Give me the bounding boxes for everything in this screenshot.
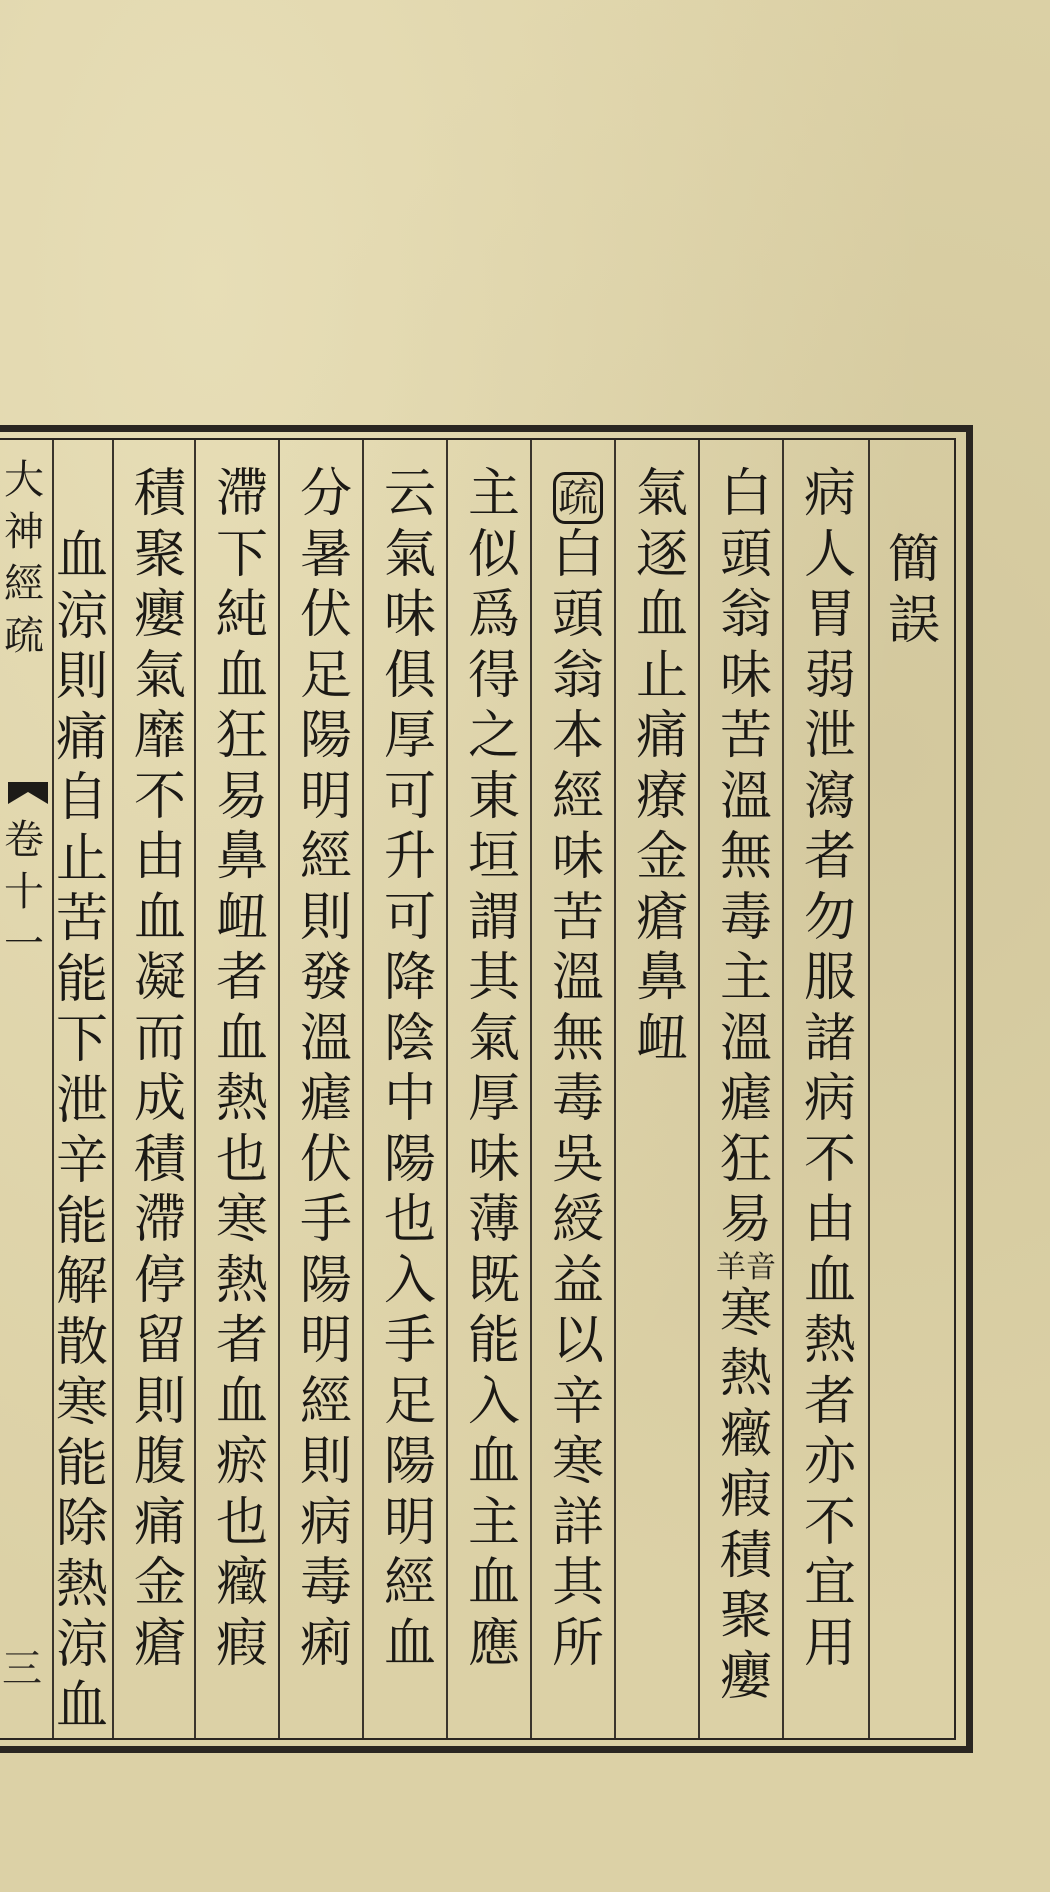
- character: 靡: [133, 706, 186, 766]
- character: 泄: [55, 1070, 108, 1131]
- character: 陰: [383, 1008, 436, 1069]
- fishtail-mark-icon: [8, 782, 48, 804]
- character: 亦: [803, 1432, 856, 1492]
- character: 血: [55, 526, 108, 586]
- character: 得: [467, 645, 520, 706]
- character: 翁: [551, 645, 604, 706]
- character: 病: [803, 464, 856, 524]
- character: 停: [133, 1250, 186, 1311]
- character: 明: [383, 1492, 436, 1553]
- character: 足: [383, 1371, 436, 1432]
- character: 者: [803, 1371, 856, 1432]
- character: 痛: [55, 707, 108, 768]
- character: 也: [383, 1190, 436, 1250]
- character: 白: [719, 464, 772, 524]
- character: 涼: [55, 586, 108, 647]
- character: 留: [133, 1311, 186, 1371]
- character: 頭: [551, 585, 604, 645]
- character: 足: [299, 645, 352, 706]
- character: 血: [55, 1675, 108, 1736]
- character: 由: [133, 827, 186, 887]
- character: 能: [55, 1433, 108, 1494]
- character: 寒: [719, 1283, 772, 1344]
- character: 易: [719, 1190, 772, 1250]
- text-column-6: [462, 464, 526, 1674]
- character: 熱: [803, 1311, 856, 1371]
- character: 辛: [551, 1371, 604, 1432]
- character: 則: [133, 1371, 186, 1432]
- character: 熱: [719, 1344, 772, 1404]
- character: 血: [133, 887, 186, 948]
- character: 血: [635, 585, 688, 645]
- character: 瘕: [719, 1465, 772, 1525]
- character: 狂: [719, 1129, 772, 1190]
- character: 易: [215, 766, 268, 827]
- character: 頭: [719, 524, 772, 585]
- character: 苦: [55, 889, 108, 949]
- character: 可: [383, 766, 436, 827]
- character: 熱: [215, 1250, 268, 1311]
- page-margin-header: [0, 448, 50, 1738]
- note-character: 羊: [716, 1249, 746, 1285]
- character: 云: [383, 464, 436, 524]
- text-column-1: [882, 530, 946, 651]
- character: 主: [467, 1492, 520, 1553]
- character: 痢: [299, 1613, 352, 1674]
- character: 宜: [803, 1553, 856, 1613]
- text-column-2: [798, 464, 862, 1674]
- character: 鼻: [215, 827, 268, 887]
- character: 溫: [551, 948, 604, 1008]
- character: 則: [55, 647, 108, 707]
- character: 瘡: [635, 887, 688, 948]
- character: 之: [467, 706, 520, 766]
- character: 療: [635, 766, 688, 827]
- character: 發: [299, 948, 352, 1008]
- character: 寒: [55, 1373, 108, 1433]
- character: 寒: [215, 1190, 268, 1250]
- character: 癥: [215, 1553, 268, 1613]
- character: 瘧: [299, 1069, 352, 1129]
- character: 涼: [55, 1615, 108, 1675]
- character: 味: [383, 585, 436, 645]
- character: 瘧: [719, 1069, 772, 1129]
- character: 者: [215, 1311, 268, 1371]
- character: 癭: [719, 1646, 772, 1707]
- character: 毒: [551, 1069, 604, 1129]
- character: 入: [383, 1250, 436, 1311]
- character: 謂: [467, 887, 520, 948]
- text-column-10: [128, 464, 192, 1674]
- character: 氣: [383, 524, 436, 585]
- character: 血: [803, 1250, 856, 1311]
- book-title: 大 神 經 疏: [4, 457, 44, 659]
- character: 益: [551, 1250, 604, 1311]
- character: 吳: [551, 1129, 604, 1190]
- character: 入: [467, 1371, 520, 1432]
- character: 血: [383, 1613, 436, 1674]
- text-column-8: [294, 464, 358, 1674]
- character: 病: [803, 1069, 856, 1129]
- character: 積: [719, 1525, 772, 1586]
- character: 味: [719, 645, 772, 706]
- character: 氣: [467, 1008, 520, 1069]
- character: 寒: [551, 1432, 604, 1492]
- character: 薄: [467, 1190, 520, 1250]
- character: 熱: [215, 1069, 268, 1129]
- character: 由: [803, 1190, 856, 1250]
- text-column-4: [630, 464, 694, 1069]
- character: 陽: [299, 706, 352, 766]
- character: 翁: [719, 585, 772, 645]
- character: 溫: [299, 1008, 352, 1069]
- column-rule: [698, 440, 700, 1738]
- character: 經: [299, 1371, 352, 1432]
- commentary-marker-label: 疏: [553, 472, 603, 524]
- character: 溫: [719, 1008, 772, 1069]
- character: 而: [133, 1008, 186, 1069]
- character: 弱: [803, 645, 856, 706]
- character: 癭: [133, 585, 186, 645]
- character: 暑: [299, 524, 352, 585]
- character: 苦: [551, 887, 604, 948]
- character: 毒: [719, 887, 772, 948]
- character: 苦: [719, 706, 772, 766]
- character: 不: [803, 1492, 856, 1553]
- character: 垣: [467, 827, 520, 887]
- character: 所: [551, 1613, 604, 1674]
- character: 以: [551, 1311, 604, 1371]
- character: 氣: [133, 645, 186, 706]
- character: 主: [467, 464, 520, 524]
- character: 血: [215, 645, 268, 706]
- character: 氣: [635, 464, 688, 524]
- character: 人: [803, 524, 856, 585]
- character: 白: [551, 524, 604, 585]
- column-rule: [868, 440, 870, 1738]
- character: 積: [133, 1129, 186, 1190]
- character: 泄: [803, 706, 856, 766]
- character: 中: [383, 1069, 436, 1129]
- character: 衄: [635, 1008, 688, 1069]
- column-rule: [278, 440, 280, 1738]
- character: 簡: [887, 530, 940, 590]
- character: 陽: [383, 1432, 436, 1492]
- column-rule: [530, 440, 532, 1738]
- character: 止: [635, 645, 688, 706]
- text-column-3: [714, 464, 778, 1707]
- character: 分: [299, 464, 352, 524]
- character: 綬: [551, 1190, 604, 1250]
- character: 無: [719, 827, 772, 887]
- character: 勿: [803, 887, 856, 948]
- character: 服: [803, 948, 856, 1008]
- character: 成: [133, 1069, 186, 1129]
- character: 則: [299, 887, 352, 948]
- character: 狂: [215, 706, 268, 766]
- character: 無: [551, 1008, 604, 1069]
- character: 不: [803, 1129, 856, 1190]
- column-rule: [782, 440, 784, 1738]
- page-number: 三: [2, 1646, 42, 1692]
- character: 本: [551, 706, 604, 766]
- volume-label: 卷 十 一: [4, 817, 44, 967]
- character: 其: [551, 1553, 604, 1613]
- character: 似: [467, 524, 520, 585]
- character: 腹: [133, 1432, 186, 1492]
- character: 也: [215, 1492, 268, 1553]
- character: 痛: [635, 706, 688, 766]
- character: 血: [215, 1008, 268, 1069]
- character: 胃: [803, 585, 856, 645]
- column-rule: [194, 440, 196, 1738]
- character: 能: [467, 1311, 520, 1371]
- character: 伏: [299, 585, 352, 645]
- character: 升: [383, 827, 436, 887]
- character: 者: [215, 948, 268, 1008]
- character: 逐: [635, 524, 688, 585]
- character: 瀉: [803, 766, 856, 827]
- text-column-5: [546, 464, 610, 1674]
- character: 手: [383, 1311, 436, 1371]
- text-column-7: [378, 464, 442, 1674]
- character: 能: [55, 949, 108, 1010]
- column-rule: [614, 440, 616, 1738]
- character: 能: [55, 1191, 108, 1252]
- character: 經: [551, 766, 604, 827]
- character: 俱: [383, 645, 436, 706]
- character: 除: [55, 1494, 108, 1554]
- character: 厚: [467, 1069, 520, 1129]
- character: 陽: [383, 1129, 436, 1190]
- character: 癥: [719, 1404, 772, 1465]
- character: 瘀: [215, 1432, 268, 1492]
- character: 明: [299, 766, 352, 827]
- character: 厚: [383, 706, 436, 766]
- character: 誤: [887, 590, 940, 651]
- character: 衄: [215, 887, 268, 948]
- character: 諸: [803, 1008, 856, 1069]
- character: 痛: [133, 1492, 186, 1553]
- text-column-9: [210, 464, 274, 1674]
- character: 下: [55, 1010, 108, 1070]
- character: 血: [215, 1371, 268, 1432]
- character: 經: [383, 1553, 436, 1613]
- character: 明: [299, 1311, 352, 1371]
- character: 下: [215, 524, 268, 585]
- character: 血: [467, 1432, 520, 1492]
- character: 其: [467, 948, 520, 1008]
- character: 降: [383, 948, 436, 1008]
- character: 滯: [133, 1190, 186, 1250]
- character: 自: [55, 768, 108, 828]
- character: 止: [55, 828, 108, 889]
- character: 血: [467, 1553, 520, 1613]
- character: 滯: [215, 464, 268, 524]
- character: 既: [467, 1250, 520, 1311]
- character: 散: [55, 1312, 108, 1373]
- character: 溫: [719, 766, 772, 827]
- character: 應: [467, 1613, 520, 1674]
- character: 金: [635, 827, 688, 887]
- character: 不: [133, 766, 186, 827]
- character: 病: [299, 1492, 352, 1553]
- note-character: 音: [746, 1249, 776, 1285]
- character: 伏: [299, 1129, 352, 1190]
- character: 東: [467, 766, 520, 827]
- character: 味: [551, 827, 604, 887]
- character: 金: [133, 1553, 186, 1613]
- character: 用: [803, 1613, 856, 1674]
- character: 則: [299, 1432, 352, 1492]
- pronunciation-note: [716, 1251, 776, 1284]
- character: 可: [383, 887, 436, 948]
- character: 味: [467, 1129, 520, 1190]
- character: 純: [215, 585, 268, 645]
- character: 主: [719, 948, 772, 1008]
- character: 瘡: [133, 1613, 186, 1674]
- column-rule: [362, 440, 364, 1738]
- character: 爲: [467, 585, 520, 645]
- commentary-marker: [548, 464, 608, 525]
- character: 經: [299, 827, 352, 887]
- character: 辛: [55, 1131, 108, 1191]
- column-rule: [446, 440, 448, 1738]
- character: 解: [55, 1252, 108, 1312]
- character: 瘕: [215, 1613, 268, 1674]
- character: 手: [299, 1190, 352, 1250]
- character: 積: [133, 464, 186, 524]
- text-column-11: [50, 526, 114, 1736]
- character: 聚: [719, 1586, 772, 1646]
- character: 熱: [55, 1554, 108, 1615]
- character: 者: [803, 827, 856, 887]
- character: 也: [215, 1129, 268, 1190]
- character: 鼻: [635, 948, 688, 1008]
- character: 陽: [299, 1250, 352, 1311]
- character: 毒: [299, 1553, 352, 1613]
- character: 聚: [133, 524, 186, 585]
- character: 詳: [551, 1492, 604, 1553]
- character: 凝: [133, 948, 186, 1008]
